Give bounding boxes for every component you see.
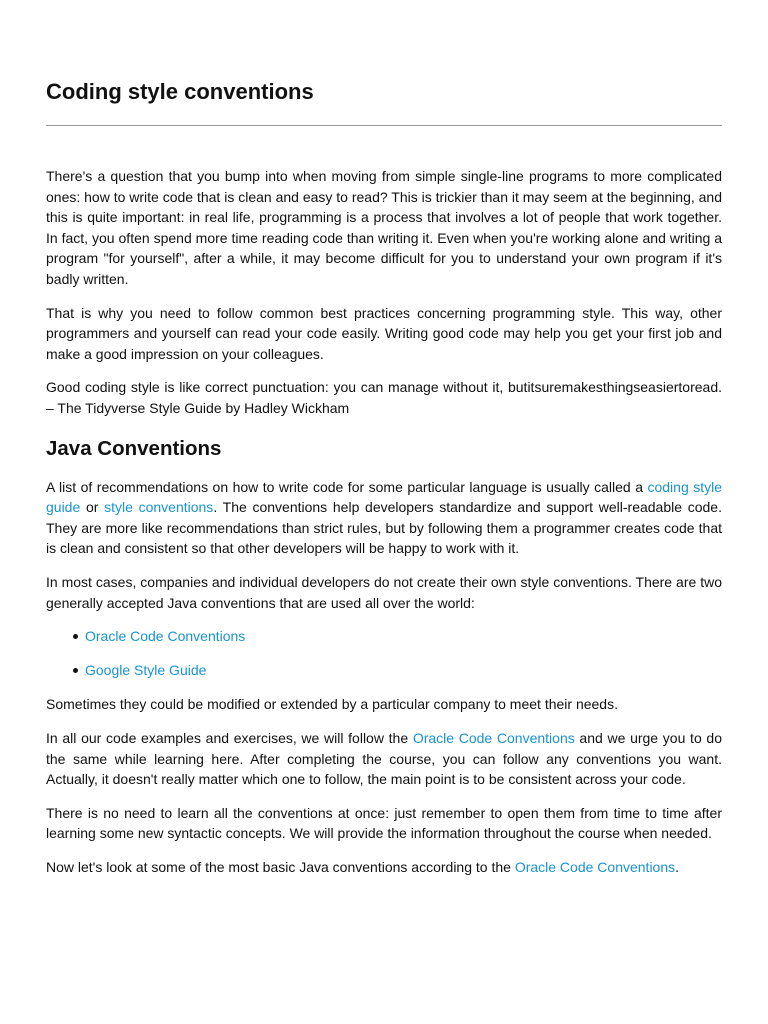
- java-p1-text-c: . The conventions help developers standardize and support well-readable code. They are more like recommendations than strict rules, but by following them a programmer creates code that is clean and consistent so that other developers will be happy to work with it.: [46, 499, 722, 557]
- page-title: Coding style conventions: [46, 79, 314, 104]
- java-p1-text-b: or: [80, 499, 105, 516]
- java-paragraph-6: [46, 857, 722, 878]
- java-p6-text-b: .: [675, 859, 680, 876]
- intro-paragraph-2: That is why you need to follow common best practices concerning programming style. This way, other programmers and yourself can read your code easily. Writing good code may help you get your first job and make a good impression on your colleagues.: [46, 304, 722, 362]
- java-p4-text-a: In all our code examples and exercises, we will follow the: [46, 730, 413, 747]
- intro-paragraph-1: There's a question that you bump into when moving from simple single-line programs to more complicated ones: how to write code that is clean and easy to read? This is trickier than it may seem at the beginning, and this is quite important: in real life, programming is a process that involves a lot of people that work together. In fact, you often spend more time reading code than writing it. Even when you're working alone and writing a program "for yourself", after a while, it may become difficult for you to understand your own program if it's badly written.: [46, 168, 723, 287]
- java-p6-text-a: Now let's look at some of the most basic Java conventions according to the: [46, 859, 515, 876]
- conventions-list: [46, 626, 722, 681]
- coding-style-guide-link[interactable]: coding style guide: [46, 478, 722, 516]
- java-paragraph-4: [46, 728, 722, 790]
- style-quote: [46, 377, 722, 418]
- oracle-code-conventions-inline-link[interactable]: Oracle Code Conventions: [412, 730, 575, 747]
- java-p1-text-a: A list of recommendations on how to write code for some particular language is usually called a: [46, 478, 648, 495]
- java-paragraph-3: Sometimes they could be modified or extended by a particular company to meet their needs.: [46, 696, 618, 713]
- oracle-code-conventions-final-link[interactable]: Oracle Code Conventions: [514, 859, 676, 876]
- java-paragraph-5: There is no need to learn all the conventions at once: just remember to open them from time to time after learning some new syntactic concepts. We will provide the information throughout the course when needed.: [46, 804, 722, 842]
- google-style-guide-link[interactable]: Google Style Guide: [85, 662, 207, 679]
- java-paragraph-1: [46, 477, 722, 559]
- list-item: [85, 660, 722, 681]
- list-item: [85, 626, 722, 647]
- bullet-icon: [73, 634, 78, 639]
- quote-start: Good coding style is like correct punctuation: you can manage without it,: [46, 379, 508, 396]
- oracle-code-conventions-link[interactable]: Oracle Code Conventions: [85, 628, 246, 645]
- style-conventions-link[interactable]: style conventions: [104, 499, 214, 516]
- title-divider: [46, 125, 722, 126]
- quote-joined-text: butitsuremakesthingseasiertoread.: [507, 379, 722, 396]
- article-content: [46, 166, 722, 878]
- java-paragraph-2: In most cases, companies and individual developers do not create their own style conventions. There are two generally accepted Java conventions that are used all over the world:: [46, 573, 722, 611]
- java-conventions-heading: Java Conventions: [46, 436, 222, 460]
- quote-attribution: – The Tidyverse Style Guide by Hadley Wickham: [46, 399, 350, 416]
- bullet-icon: [73, 668, 78, 673]
- java-p4-text-b: and we urge you to do the same while learning here. After completing the course, you can follow any conventions you want. Actually, it doesn't really matter which one to follow, the main point is to be consistent across your code.: [46, 730, 722, 788]
